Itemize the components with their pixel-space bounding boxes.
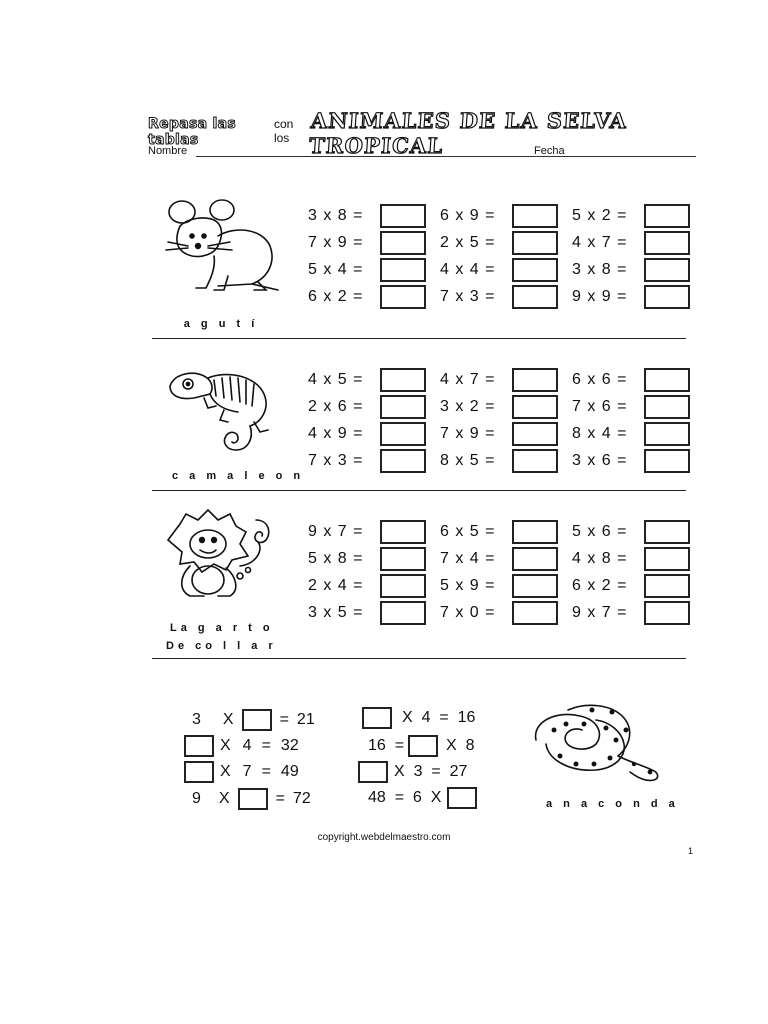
missing-factor-row: X 4 = 32 (184, 734, 299, 758)
equation: 9 x 7 = (572, 599, 704, 626)
answer-box[interactable] (184, 761, 214, 783)
equation: 7 x 0 = (440, 599, 572, 626)
equation: 7 x 9 = (308, 229, 440, 256)
answer-box[interactable] (512, 285, 558, 309)
equation: 3 x 2 = (440, 393, 572, 420)
title-main: ANIMALES DE LA SELVA TROPICAL (308, 108, 629, 158)
equation: 9 x 9 = (572, 283, 704, 310)
answer-box[interactable] (380, 395, 426, 419)
equation: 6 x 2 = (572, 572, 704, 599)
answer-box[interactable] (512, 204, 558, 228)
answer-box[interactable] (238, 788, 268, 810)
frilled-lizard-label-2: De co l l a r (166, 640, 277, 652)
missing-factor-row: X 3 = 27 (358, 760, 467, 784)
answer-box[interactable] (512, 258, 558, 282)
equation: 3 x 6 = (572, 447, 704, 474)
answer-box[interactable] (380, 449, 426, 473)
anaconda-icon (526, 700, 666, 790)
equation: 4 x 7 = (440, 366, 572, 393)
equation: 4 x 9 = (308, 420, 440, 447)
answer-box[interactable] (362, 707, 392, 729)
multiplication-grid-2 (308, 366, 704, 474)
title-connector: con los (273, 117, 294, 145)
answer-box[interactable] (644, 574, 690, 598)
equation: 5 x 4 = (308, 256, 440, 283)
answer-box[interactable] (380, 368, 426, 392)
missing-factor-row: 9 X = 72 (192, 787, 311, 811)
page-number: 1 (688, 846, 694, 856)
equation: 6 x 5 = (440, 518, 572, 545)
answer-box[interactable] (512, 422, 558, 446)
answer-box[interactable] (644, 285, 690, 309)
answer-box[interactable] (644, 520, 690, 544)
answer-box[interactable] (358, 761, 388, 783)
answer-box[interactable] (380, 422, 426, 446)
answer-box[interactable] (644, 449, 690, 473)
equation: 3 x 8 = (572, 256, 704, 283)
equation: 2 x 5 = (440, 229, 572, 256)
equation: 5 x 6 = (572, 518, 704, 545)
answer-box[interactable] (512, 449, 558, 473)
answer-box[interactable] (184, 735, 214, 757)
answer-box[interactable] (380, 231, 426, 255)
answer-box[interactable] (644, 231, 690, 255)
name-label: Nombre (148, 145, 188, 157)
equation: 7 x 9 = (440, 420, 572, 447)
answer-box[interactable] (512, 547, 558, 571)
date-label: Fecha (534, 145, 565, 157)
answer-box[interactable] (644, 547, 690, 571)
equation: 8 x 4 = (572, 420, 704, 447)
anaconda-label: a n a c o n d a (546, 798, 679, 810)
agouti-label: a g u t í (183, 318, 259, 330)
equation: 6 x 2 = (308, 283, 440, 310)
answer-box[interactable] (512, 574, 558, 598)
equation: 8 x 5 = (440, 447, 572, 474)
equation: 5 x 9 = (440, 572, 572, 599)
multiplication-grid-3 (308, 518, 704, 626)
answer-box[interactable] (380, 258, 426, 282)
equation: 4 x 4 = (440, 256, 572, 283)
multiplication-grid-1 (308, 202, 704, 310)
missing-factor-row: 48 = 6 X (368, 786, 477, 810)
answer-box[interactable] (512, 368, 558, 392)
answer-box[interactable] (380, 574, 426, 598)
equation: 2 x 6 = (308, 393, 440, 420)
equation: 7 x 4 = (440, 545, 572, 572)
answer-box[interactable] (512, 395, 558, 419)
equation: 4 x 7 = (572, 229, 704, 256)
equation: 5 x 2 = (572, 202, 704, 229)
answer-box[interactable] (447, 787, 477, 809)
name-date-row (148, 144, 698, 160)
equation: 6 x 6 = (572, 366, 704, 393)
frilled-lizard-icon (160, 506, 278, 604)
answer-box[interactable] (644, 258, 690, 282)
equation: 7 x 3 = (440, 283, 572, 310)
answer-box[interactable] (512, 520, 558, 544)
section-divider (152, 490, 686, 491)
answer-box[interactable] (380, 520, 426, 544)
chameleon-icon (164, 366, 278, 458)
title-prefix: Repasa las tablas (148, 116, 236, 148)
answer-box[interactable] (644, 204, 690, 228)
chameleon-label: c a m a l e o n (172, 470, 305, 482)
answer-box[interactable] (242, 709, 272, 731)
answer-box[interactable] (512, 601, 558, 625)
answer-box[interactable] (644, 601, 690, 625)
missing-factor-row: 16 = X 8 (368, 734, 475, 758)
section-divider (152, 338, 686, 339)
equation: 2 x 4 = (308, 572, 440, 599)
equation: 7 x 3 = (308, 447, 440, 474)
missing-factor-row: X 4 = 16 (362, 706, 475, 730)
copyright-text: copyright.webdelmaestro.com (317, 832, 451, 843)
agouti-icon (158, 196, 282, 300)
answer-box[interactable] (644, 395, 690, 419)
answer-box[interactable] (644, 368, 690, 392)
frilled-lizard-label-1: La g a r t o (170, 622, 274, 634)
missing-factor-row: 3 X = 21 (192, 708, 315, 732)
equation: 7 x 6 = (572, 393, 704, 420)
equation: 4 x 8 = (572, 545, 704, 572)
equation: 5 x 8 = (308, 545, 440, 572)
name-field[interactable] (196, 156, 696, 157)
missing-factor-row: X 7 = 49 (184, 760, 299, 784)
equation: 3 x 5 = (308, 599, 440, 626)
answer-box[interactable] (380, 547, 426, 571)
answer-box[interactable] (512, 231, 558, 255)
section-divider (152, 658, 686, 659)
answer-box[interactable] (380, 601, 426, 625)
answer-box[interactable] (644, 422, 690, 446)
answer-box[interactable] (380, 285, 426, 309)
answer-box[interactable] (380, 204, 426, 228)
equation: 4 x 5 = (308, 366, 440, 393)
equation: 3 x 8 = (308, 202, 440, 229)
equation: 6 x 9 = (440, 202, 572, 229)
answer-box[interactable] (408, 735, 438, 757)
equation: 9 x 7 = (308, 518, 440, 545)
